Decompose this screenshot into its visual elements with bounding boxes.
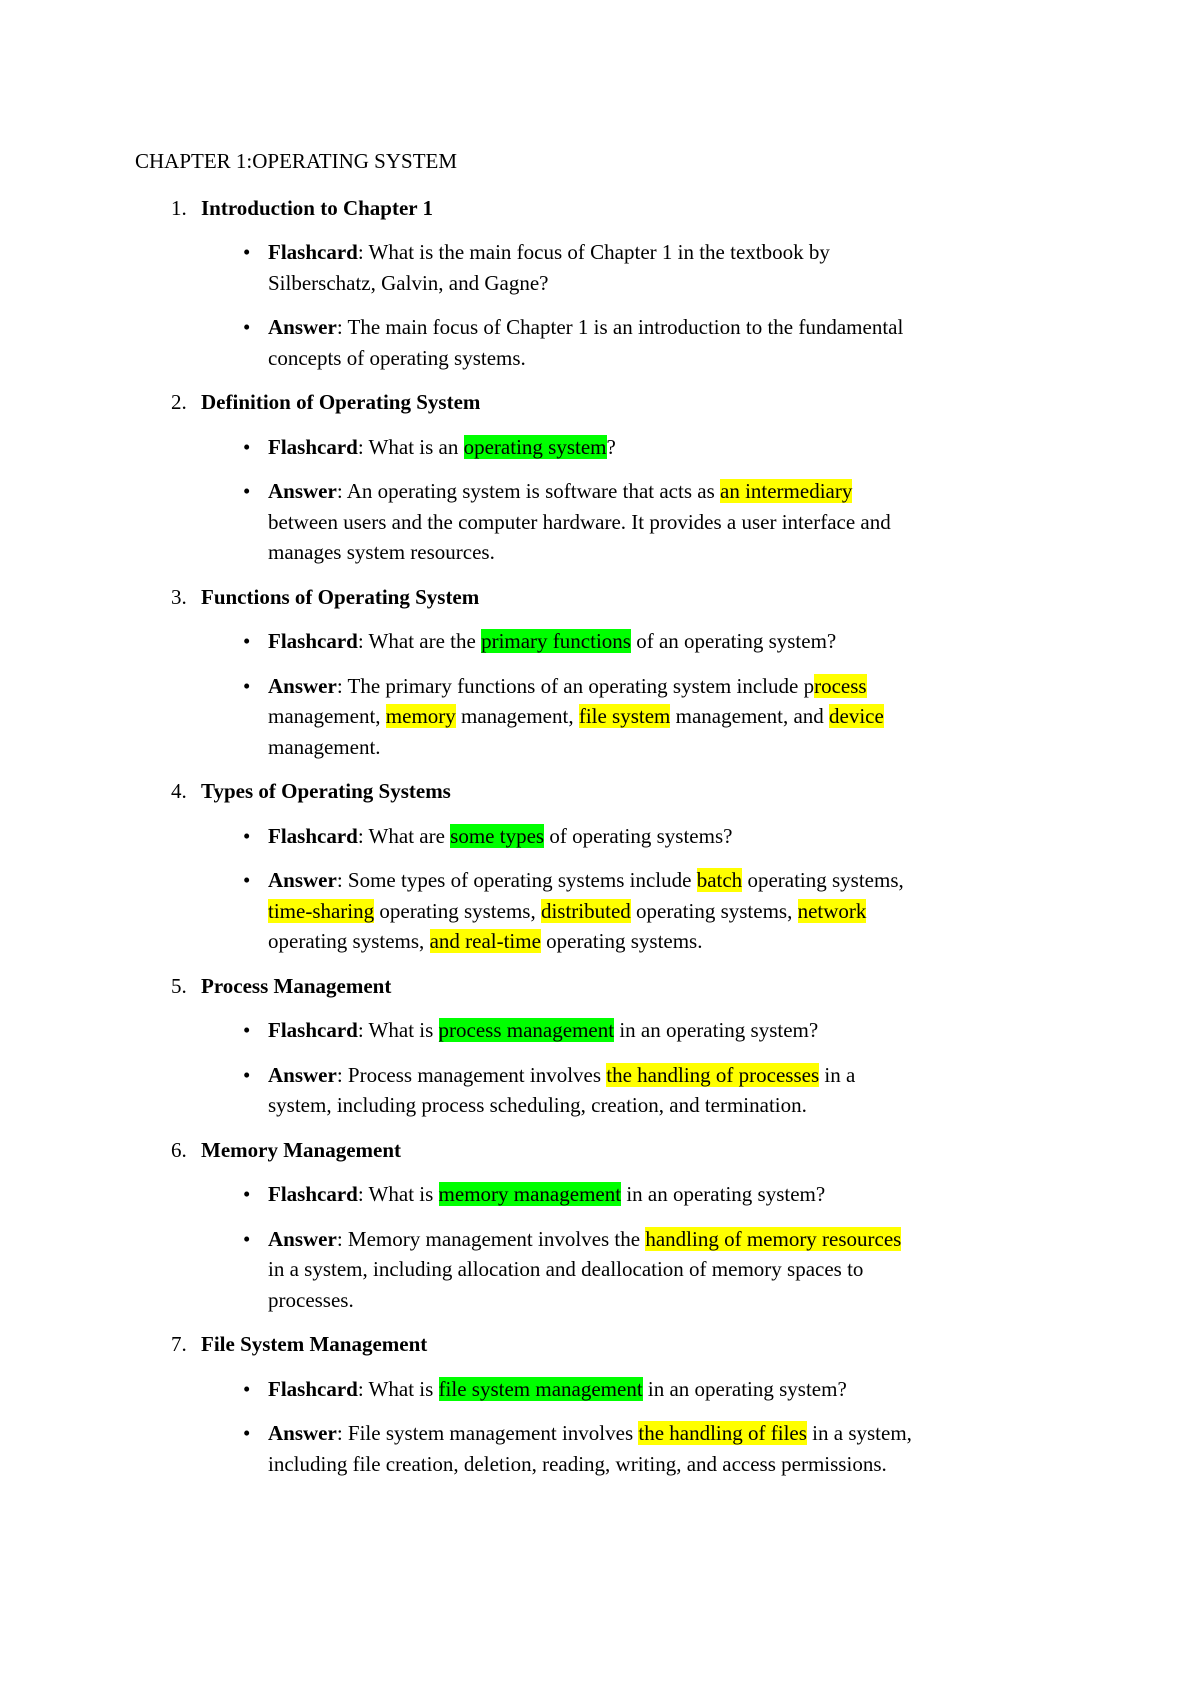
section-1 <box>0 193 920 374</box>
section-title: Introduction to Chapter 1 <box>201 195 433 220</box>
answer-text-run: between users and the computer hardware. It provides a user interface and manages system resources. <box>268 509 891 564</box>
flashcard-item <box>0 237 920 298</box>
section-number: 1. <box>171 195 187 220</box>
question-text-run: of an operating system? <box>630 629 837 653</box>
answer-text-run: management, <box>455 704 579 728</box>
flashcard-label: Flashcard <box>268 1376 358 1401</box>
answer-label: Answer <box>268 315 337 339</box>
answer-item <box>0 1060 920 1121</box>
section-heading <box>0 387 920 418</box>
answer-item <box>0 1418 920 1479</box>
section-number: 2. <box>171 390 187 414</box>
section-title: File System Management <box>201 1332 428 1356</box>
answer-highlight: and real-time <box>429 929 541 953</box>
section-number: 5. <box>171 973 187 998</box>
question-text-run: : What is <box>357 1182 439 1206</box>
flashcard-question <box>268 237 920 298</box>
answer-item <box>0 476 920 568</box>
bullet-icon: • <box>243 434 251 459</box>
section-title: Functions of Operating System <box>201 584 480 609</box>
flashcard-question <box>268 432 920 463</box>
answer-label: Answer <box>268 1226 337 1251</box>
answer-text <box>268 865 920 957</box>
answer-text-run: in a system, including file creation, deletion, reading, writing, and access permissions. <box>268 1421 912 1476</box>
answer-label: Answer <box>268 868 337 892</box>
question-text-run: ? <box>606 434 616 459</box>
question-highlight: process management <box>438 1018 615 1042</box>
bullet-icon: • <box>243 1421 251 1445</box>
answer-text-run: operating systems, <box>630 898 798 923</box>
question-text-run: : What is <box>357 1376 439 1401</box>
answer-text-run: management, <box>268 704 386 728</box>
section-5 <box>0 971 920 1121</box>
answer-text-run: operating systems, <box>742 868 904 892</box>
answer-item <box>0 671 920 763</box>
flashcard-label: Flashcard <box>268 1182 358 1206</box>
answer-text <box>268 671 920 763</box>
answer-highlight: an intermediary <box>720 479 853 503</box>
answer-text <box>268 1060 920 1121</box>
section-title: Definition of Operating System <box>201 390 481 414</box>
bullet-icon: • <box>243 1182 251 1206</box>
section-heading <box>0 971 920 1002</box>
section-title: Types of Operating Systems <box>201 779 451 803</box>
question-highlight: memory management <box>438 1182 622 1206</box>
bullet-icon: • <box>243 629 251 653</box>
answer-text-run: : The primary functions of an operating system include p <box>336 673 815 698</box>
answer-text-run: : File system management involves <box>336 1421 639 1445</box>
question-text-run: : What are the <box>357 629 482 653</box>
flashcard-question <box>268 1374 920 1405</box>
answer-text-run: operating systems. <box>540 929 703 953</box>
answer-highlight: memory <box>385 704 456 728</box>
bullet-icon: • <box>243 1062 251 1087</box>
section-number: 4. <box>171 779 187 803</box>
section-number: 7. <box>171 1332 187 1356</box>
flashcard-label: Flashcard <box>268 240 358 264</box>
question-highlight: primary functions <box>481 629 631 653</box>
answer-text <box>268 1224 920 1316</box>
answer-text-run: in a system, including allocation and deallocation of memory spaces to processes. <box>268 1257 864 1312</box>
bullet-icon: • <box>243 479 251 503</box>
section-heading <box>0 193 920 224</box>
section-heading <box>0 1329 920 1360</box>
section-4 <box>0 776 920 957</box>
bullet-icon: • <box>243 240 251 264</box>
answer-highlight: handling of memory resources <box>645 1226 902 1251</box>
answer-item <box>0 1224 920 1316</box>
section-heading <box>0 582 920 613</box>
flashcard-item <box>0 1374 920 1405</box>
section-title: Memory Management <box>201 1137 402 1162</box>
section-list <box>0 193 920 1480</box>
question-text-run: : What is the main focus of Chapter 1 in the textbook by Silberschatz, Galvin, and Gagne? <box>268 240 830 295</box>
answer-text-run: : The main focus of Chapter 1 is an introduction to the fundamental concepts of operating systems. <box>268 315 904 370</box>
section-3 <box>0 582 920 763</box>
section-heading <box>0 776 920 807</box>
flashcard-item <box>0 432 920 463</box>
bullet-icon: • <box>243 315 251 339</box>
answer-text <box>268 476 920 568</box>
answer-highlight: time-sharing <box>268 898 375 923</box>
flashcard-label: Flashcard <box>268 434 358 459</box>
answer-label: Answer <box>268 1421 337 1445</box>
document-body <box>0 146 920 1493</box>
answer-highlight: the handling of files <box>638 1421 807 1445</box>
question-text-run: : What is an <box>357 434 464 459</box>
section-2 <box>0 387 920 568</box>
answer-highlight: batch <box>696 868 743 892</box>
question-text-run: of operating systems? <box>544 823 733 848</box>
flashcard-question <box>268 1179 920 1210</box>
answer-text-run: : Memory management involves the <box>336 1226 646 1251</box>
flashcard-item <box>0 626 920 657</box>
answer-highlight: distributed <box>540 898 631 923</box>
answer-text <box>268 312 920 373</box>
answer-highlight: rocess <box>814 673 867 698</box>
flashcard-item <box>0 1015 920 1046</box>
question-highlight: operating system <box>463 434 607 459</box>
flashcard-label: Flashcard <box>268 823 358 848</box>
answer-text-run: management. <box>268 734 381 759</box>
section-number: 3. <box>171 584 187 609</box>
answer-text-run: operating systems, <box>268 929 430 953</box>
section-6 <box>0 1135 920 1316</box>
answer-text-run: operating systems, <box>374 898 541 923</box>
question-text-run: in an operating system? <box>621 1182 826 1206</box>
answer-highlight: the handling of processes <box>606 1062 820 1087</box>
answer-text-run: : Process management involves <box>336 1062 607 1087</box>
answer-label: Answer <box>268 1062 337 1087</box>
answer-highlight: device <box>829 704 884 728</box>
flashcard-label: Flashcard <box>268 629 358 653</box>
section-heading <box>0 1135 920 1166</box>
bullet-icon: • <box>243 823 251 848</box>
bullet-icon: • <box>243 1376 251 1401</box>
section-7 <box>0 1329 920 1479</box>
bullet-icon: • <box>243 868 251 892</box>
question-text-run: : What are <box>357 823 451 848</box>
flashcard-label: Flashcard <box>268 1018 358 1042</box>
answer-highlight: network <box>797 898 867 923</box>
document-title: CHAPTER 1:OPERATING SYSTEM <box>135 149 458 173</box>
bullet-icon: • <box>243 1226 251 1251</box>
question-highlight: some types <box>450 823 545 848</box>
answer-item <box>0 865 920 957</box>
question-highlight: file system management <box>438 1376 643 1401</box>
flashcard-question <box>268 626 920 657</box>
answer-label: Answer <box>268 673 337 698</box>
answer-item <box>0 312 920 373</box>
flashcard-item <box>0 821 920 852</box>
flashcard-item <box>0 1179 920 1210</box>
answer-highlight: file system <box>578 704 671 728</box>
bullet-icon: • <box>243 1018 251 1042</box>
answer-text <box>268 1418 920 1479</box>
answer-label: Answer <box>268 479 337 503</box>
section-number: 6. <box>171 1137 187 1162</box>
question-text-run: : What is <box>357 1018 439 1042</box>
question-text-run: in an operating system? <box>614 1018 819 1042</box>
section-title: Process Management <box>201 973 392 998</box>
question-text-run: in an operating system? <box>642 1376 847 1401</box>
bullet-icon: • <box>243 673 251 698</box>
answer-text-run: : Some types of operating systems include <box>336 868 697 892</box>
answer-text-run: : An operating system is software that acts as <box>336 479 720 503</box>
flashcard-question <box>268 1015 920 1046</box>
answer-text-run: management, and <box>670 704 830 728</box>
flashcard-question <box>268 821 920 852</box>
answer-text-run: in a system, including process scheduling, creation, and termination. <box>268 1062 856 1117</box>
